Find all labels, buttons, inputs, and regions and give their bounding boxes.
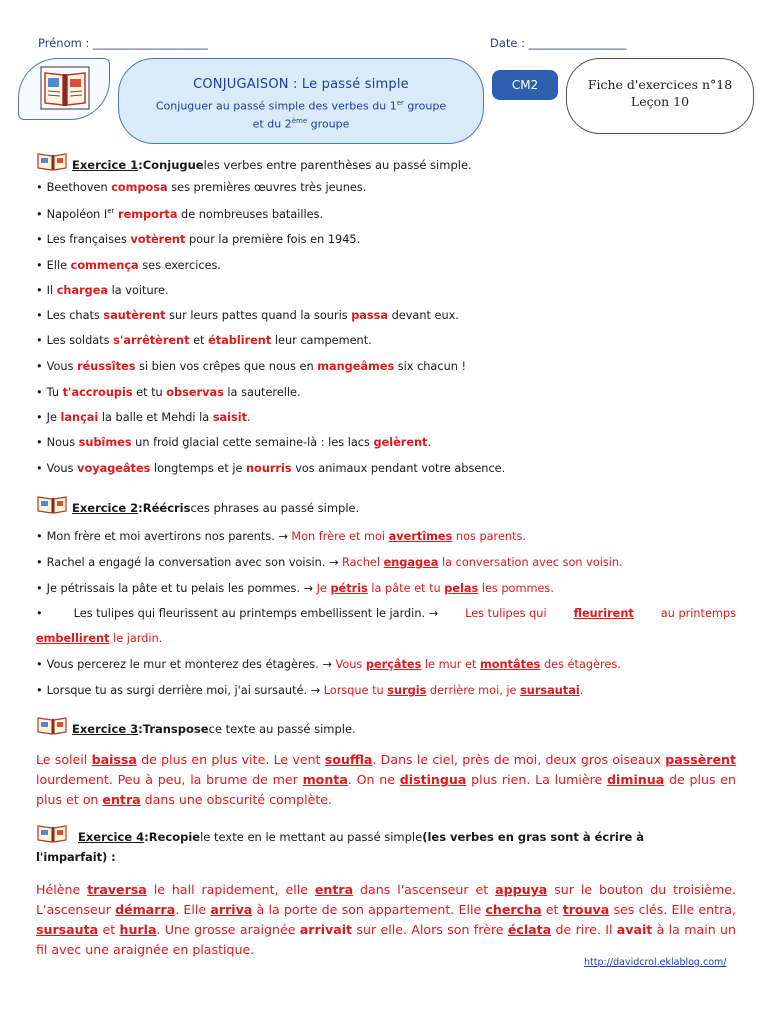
exercise-4-heading: Exercice 4 : Recopie le texte en le mettant au passé simple (les verbes en gras sont à écrire à: [36, 822, 736, 844]
title-box: [118, 58, 484, 144]
ex1-item-5: • Il chargea la voiture.: [36, 284, 169, 297]
ex2-item-4: • Les tulipes qui fleurissent au printemps embellissent le jardin. → Les tulipes qui fleurirent au printemps: [36, 607, 736, 620]
ex1-item-12: • Vous voyageâtes longtemps et je nourris vos animaux pendant votre absence.: [36, 462, 506, 475]
page-title: CONJUGAISON : Le passé simple: [193, 77, 409, 92]
ex2-item-5: • Vous percerez le mur et monterez des étagères. → Vous perçâtes le mur et montâtes des étagères.: [36, 658, 621, 671]
ex1-item-2: • Napoléon Ier remporta de nombreuses batailles.: [36, 207, 324, 221]
exercise-book-icon: [36, 822, 70, 844]
exercise-2-heading: Exercice 2 : Réécris ces phrases au passé simple.: [36, 493, 359, 515]
ex1-item-4: • Elle commença ses exercices.: [36, 259, 221, 272]
ex1-item-7: • Les soldats s'arrêtèrent et établirent leur campement.: [36, 334, 372, 347]
exercise-book-icon: [36, 493, 70, 515]
ex1-item-6: • Les chats sautèrent sur leurs pattes quand la souris passa devant eux.: [36, 309, 459, 322]
exercise-book-icon: [36, 714, 70, 736]
ex1-item-3: • Les françaises votèrent pour la première fois en 1945.: [36, 233, 361, 246]
ex1-item-10: • Je lançai la balle et Mehdi la saisit.: [36, 411, 251, 424]
ex4-instruction-line2: l'imparfait) :: [36, 851, 116, 864]
page-subtitle: Conjuguer au passé simple des verbes du 1er groupe et du 2ème groupe: [155, 99, 447, 131]
level-badge: CM2: [492, 70, 558, 100]
exercise-3-heading: Exercice 3 : Transpose ce texte au passé simple.: [36, 714, 356, 736]
book-icon: [39, 65, 91, 111]
ex1-item-11: • Nous subîmes un froid glacial cette semaine-là : les lacs gelèrent.: [36, 436, 432, 449]
date-field[interactable]: Date : _________________: [490, 36, 627, 50]
fiche-box: [566, 58, 754, 134]
book-frame: [18, 58, 110, 120]
ex2-item-2: • Rachel a engagé la conversation avec son voisin. → Rachel engagea la conversation avec son voisin.: [36, 556, 623, 569]
ex1-item-1: • Beethoven composa ses premières œuvres très jeunes.: [36, 181, 367, 194]
ex4-answer-text: Hélène traversa le hall rapidement, elle entra dans l'ascenseur et appuya sur le bouton du troisième. L'ascenseur démarra. Elle arriva à la porte de son appartement. Elle chercha et trouva ses clés. Elle entra, sursauta et hurla. Une grosse araignée arrivait sur elle. Alors son frère éclata de rire. Il avait à la main un fil avec une araignée en plastique.: [36, 882, 736, 957]
ex1-item-9: • Tu t'accroupis et tu observas la sauterelle.: [36, 386, 301, 399]
ex2-item-4-continued: embellirent le jardin.: [36, 632, 163, 645]
lesson-number: Leçon 10: [630, 94, 690, 109]
exercise-1-heading: Exercice 1 : Conjugue les verbes entre parenthèses au passé simple.: [36, 150, 472, 172]
ex2-item-6: • Lorsque tu as surgi derrière moi, j'ai sursauté. → Lorsque tu surgis derrière moi, je sursautai.: [36, 684, 584, 697]
prenom-field[interactable]: Prénom : ____________________: [38, 36, 208, 50]
source-link[interactable]: http://davidcrol.eklablog.com/: [584, 957, 727, 968]
ex2-item-3: • Je pétrissais la pâte et tu pelais les pommes. → Je pétris la pâte et tu pelas les pommes.: [36, 582, 554, 595]
ex3-answer-text: Le soleil baissa de plus en plus vite. Le vent souffla. Dans le ciel, près de moi, deux gros oiseaux passèrent lourdement. Peu à peu, la brume de mer monta. On ne distingua plus rien. La lumière diminua de plus en plus et on entra dans une obscurité complète.: [36, 752, 737, 807]
exercise-book-icon: [36, 150, 70, 172]
ex1-item-8: • Vous réussîtes si bien vos crêpes que nous en mangeâmes six chacun !: [36, 360, 467, 373]
ex2-item-1: • Mon frère et moi avertirons nos parents. → Mon frère et moi avertîmes nos parents.: [36, 530, 526, 543]
fiche-number: Fiche d'exercices n°18: [587, 77, 733, 92]
